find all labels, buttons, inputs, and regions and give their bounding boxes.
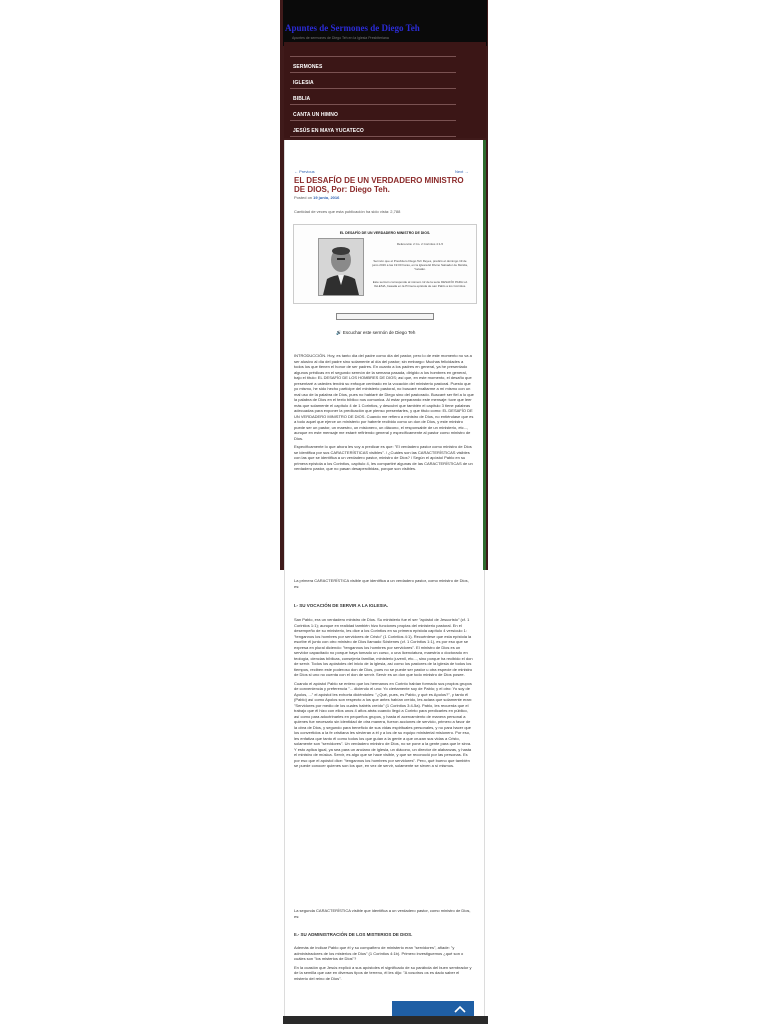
nav-divider	[290, 56, 456, 57]
next-post-link[interactable]: Next →	[455, 169, 469, 174]
section-paragraph: Cuando el apóstol Pablo se entero que los hermanos en Corinto habían formado sus propios grupos de conveniencia y preferencia "... diciendo el uno: Yo ciertamente soy de Pablo; y el otro: Yo soy de Apolos, ..." el apóstol les exhorta diciéndoles: "¿Qué, pues, es Pablo, y qué es Apolos?", y tanto él (Pablo) así como Apolos son respecto a los que antes habían creído, les aclara que solamente eran: "Servidores por medio de los cuales habéis creído" (1 Corintios 3:4-5a). Pablo, les recuerda que el trabajo que él hizo con ellos unos 4 años atrás cuando llegó a Corinto para predicarles en público, así como para adoctrinarles en pequeños grupos, y hasta el acercamiento de manera personal a quienes fue necesario sin identidad de otra manera, fueron acciones de servicio, primero a favor de la obra de Dios, y segundo para beneficio de sus vidas espirituales personales, y no para hacer que los convertidos a la fe cristiana les sirvieran a él y a los de su equipo ministerial misionero. Por eso, les enfatiza que tanto él como todos los que guían a la gente a que cruzan sus vidas a Cristo, solamente son "servidores". Un verdadero ministro de Dios, no se pone a la gente para que le sirva. Y esto aplica igual, ya sea para un anciano de iglesia, un diácono, un director de alabanzas, y hasta el ministro de música. Servir, es algo que se hace visible, y que se reconoció por las personas. Es por eso que el apóstol dice: "tengannos los hombres por servidores". Pero, qué bueno que también se puede conocer quienes son los que, en vez de servir, solamente se sirven a sí mismos.	[294, 680, 473, 768]
listen-link[interactable]	[336, 330, 415, 336]
site-tagline: Apuntes de sermones de Diego Teh en la Iglesia Presbiteriana	[292, 36, 389, 40]
site-title[interactable]: Apuntes de Sermones de Diego Teh	[285, 23, 420, 33]
nav-item-iglesia[interactable]: IGLESIA	[293, 80, 314, 86]
audio-player[interactable]	[336, 313, 434, 320]
intro-paragraph: Específicamente lo que ahora les voy a predicar es que: "El verdadero pastor como ministro de Dios se identifica por sus CARACTERÍSTICAS visibles". / ¿Cuáles son las CARACTERÍSTICAS visibles con las que se identifica a un verdadero pastor, ministro de Dios? / Según el apóstol Pablo en su primera epístola a los Corintios, capítulo 4, les compartiré algunas de las CARACTERÍSTICAS de un verdadero pastor, que no pasan desapercibidas, porque son visibles.	[294, 444, 473, 471]
section-heading-1: I.- SU VOCACIÓN DE SERVIR A LA IGLESIA.	[294, 603, 389, 608]
nav-divider	[290, 88, 456, 89]
card-series: Este sermón corresponde al número 12 de la serie DESAFÍO PARA LA IGLESIA, basada en la Primera epístola de san Pablo a los Corintios.	[372, 280, 468, 288]
post-meta	[294, 195, 339, 200]
intro-paragraph: INTRODUCCIÓN. Hoy, es tanto día del padre como día del pastor, pero lo de este momento no va a ser alusivo al día del padre sino solamente al día del pastor; sin embargo: Muchas felicidades a todos los que tienen el honor de ser padres. En cuanto a los padres en general, ya he presentado algunos prédicas en el segundo sermón de la semana pasada, dirigido a los hombres en general, bajo el título: EL DESAFÍO DE LOS HOMBRES DE DIOS; así que, en este momento, el desafío que presentaré a ustedes tendrá su enfoque centrado en la vocación del ministerio pastoral. Puesto que yo mismo, he sido hecho partícipe del ministerio pastoral, no buscaré exaltarme a mí mismo con un mal uso de la palabra de Dios, pues no hablaré de Diego sino del pastorado. Buscaré ser fiel a lo que la palabra de Dios en el texto bíblico nos comunica. Al estar preparando este mensaje: tuve que leer más que solamente el capítulo 4 de 1 Corintios, y descubrí que también el capítulo 3 tiene palabras adecuadas para exponer la predicación que pienso presentarles, y que titulo como: EL DESAFÍO DE UN VERDADERO MINISTRO DE DIOS. Cuando me refiero a ministro de Dios, no entiéndase que es a todo aquel que ejerce un ministerio por haberle recibido como un don de Dios, y este ministro puede ser un pastor, un maestro, un misionero, un diácono, el responsable de un ministerio, etc..., aunque en este mensaje me estaré refiriendo general y específicamente al pastor como ministro de Dios.	[294, 353, 474, 441]
previous-post-link[interactable]: ← Previous	[294, 169, 315, 174]
sermon-card	[293, 224, 477, 304]
nav-item-sermones[interactable]: SERMONES	[293, 64, 323, 70]
bottom-bar	[283, 1016, 488, 1024]
section-2	[294, 945, 474, 1005]
nav-item-jesus-en-maya[interactable]: JESÚS EN MAYA YUCATECO	[293, 128, 364, 134]
card-description: Sermón que el Presbítero Diego Teh Reyes, predicó el domingo 19 de junio 2016 a las 19:00 horas, en la Iglesia El Divino Salvador de Mérida, Yucatán.	[372, 259, 468, 271]
card-title: EL DESAFÍO DE UN VERDADERO MINISTRO DE DIOS.	[339, 231, 431, 235]
post-title: EL DESAFÍO DE UN VERDADERO MINISTRO DE DIOS, Por: Diego Teh.	[294, 176, 464, 194]
posted-label: Posted on	[294, 195, 314, 200]
section-1	[294, 617, 474, 772]
card-reference: Referencia: 2 Co. 2 Corintios 4:1-5	[396, 242, 444, 246]
main-nav	[284, 42, 486, 138]
nav-item-biblia[interactable]: BIBLIA	[293, 96, 311, 102]
nav-item-canta-un-himno[interactable]: CANTA UN HIMNO	[293, 112, 339, 118]
speaker-icon: 🔊	[336, 330, 342, 335]
section-paragraph: San Pablo, era un verdadero ministro de Dios. Su ministerio fue el ser "apóstol de Jesucristo" (cf. 1 Corintios 1:1); aunque en realidad también hizo funciones propias del ministerio pastoral. En el desempeño de su ministerio, les dice a los Corintios en su primera epístola capítulo 4 versículo 1: "tengannos los hombres por servidores de Cristo" (1 Corintios 4:1). Recuérdese que esta epístola la escribe él junto con otro ministro de Dios llamado Sóstenes (cf. 1 Corintios 1:1), es por eso que se expresa en plural diciendo: "tengannos los hombres por servidores". El ministro de Dios es un servidor capacitado no porque haya tomado un curso, o una licenciatura, maestría o doctorado en teología, ciencias bíblicas, consejería familiar, ministerio juvenil, etc..., sino porque ha recibido el don de servir. Todos los apóstoles del inicio de la iglesia, así como los pastores de la iglesia de todos los tiempos, reciben este poderoso don de Dios, pues no se puede ser pastor u otra especie de ministro de Dios si uno no cuenta con el don de servir. Servir es un don que todo ministro de Dios posee.	[294, 617, 473, 677]
portrait-image	[319, 239, 363, 295]
section-paragraph: Además de indicar Pablo que él y su compañero de ministerio eran "servidores", añade: "y administradores de los misterios de Dios" (1 Corintios 4:1b). Primero investiguemos ¿qué son o cuáles son "los misterios de Dios"?	[294, 945, 464, 961]
nav-divider	[290, 136, 456, 137]
section-heading-2: II.- SU ADMINISTRACIÓN DE LOS MISTERIOS DE DIOS.	[294, 932, 413, 937]
intro-section	[294, 353, 474, 475]
nav-divider	[290, 72, 456, 73]
sidebar-strip	[483, 140, 486, 570]
chevron-up-icon	[454, 1005, 466, 1013]
nav-divider	[290, 104, 456, 105]
second-characteristic: La segunda CARACTERÍSTICA visible que identifica a un verdadero pastor, como ministro de Dios, es:	[294, 908, 471, 919]
posted-date-link[interactable]: 19 junio, 2016	[313, 195, 340, 200]
view-count: Cantidad de veces que esta publicación ha sido vista: 2,788	[294, 209, 401, 214]
first-characteristic: La primera CARACTERÍSTICA visible que identifica a un verdadero pastor, como ministro de Dios, es:	[294, 578, 469, 589]
nav-divider	[290, 120, 456, 121]
preacher-portrait	[318, 238, 364, 296]
section-paragraph: En la ocasión que Jesús explicó a sus apóstoles el significado de su parábola del buen sembrador y de la semilla que cae en diversos tipos de terreno, él les dijo: "A vosotros os es dado saber el misterio del reino de Dios".	[294, 964, 472, 981]
listen-label[interactable]: Escuchar este sermón de Diego Teh	[342, 330, 416, 335]
